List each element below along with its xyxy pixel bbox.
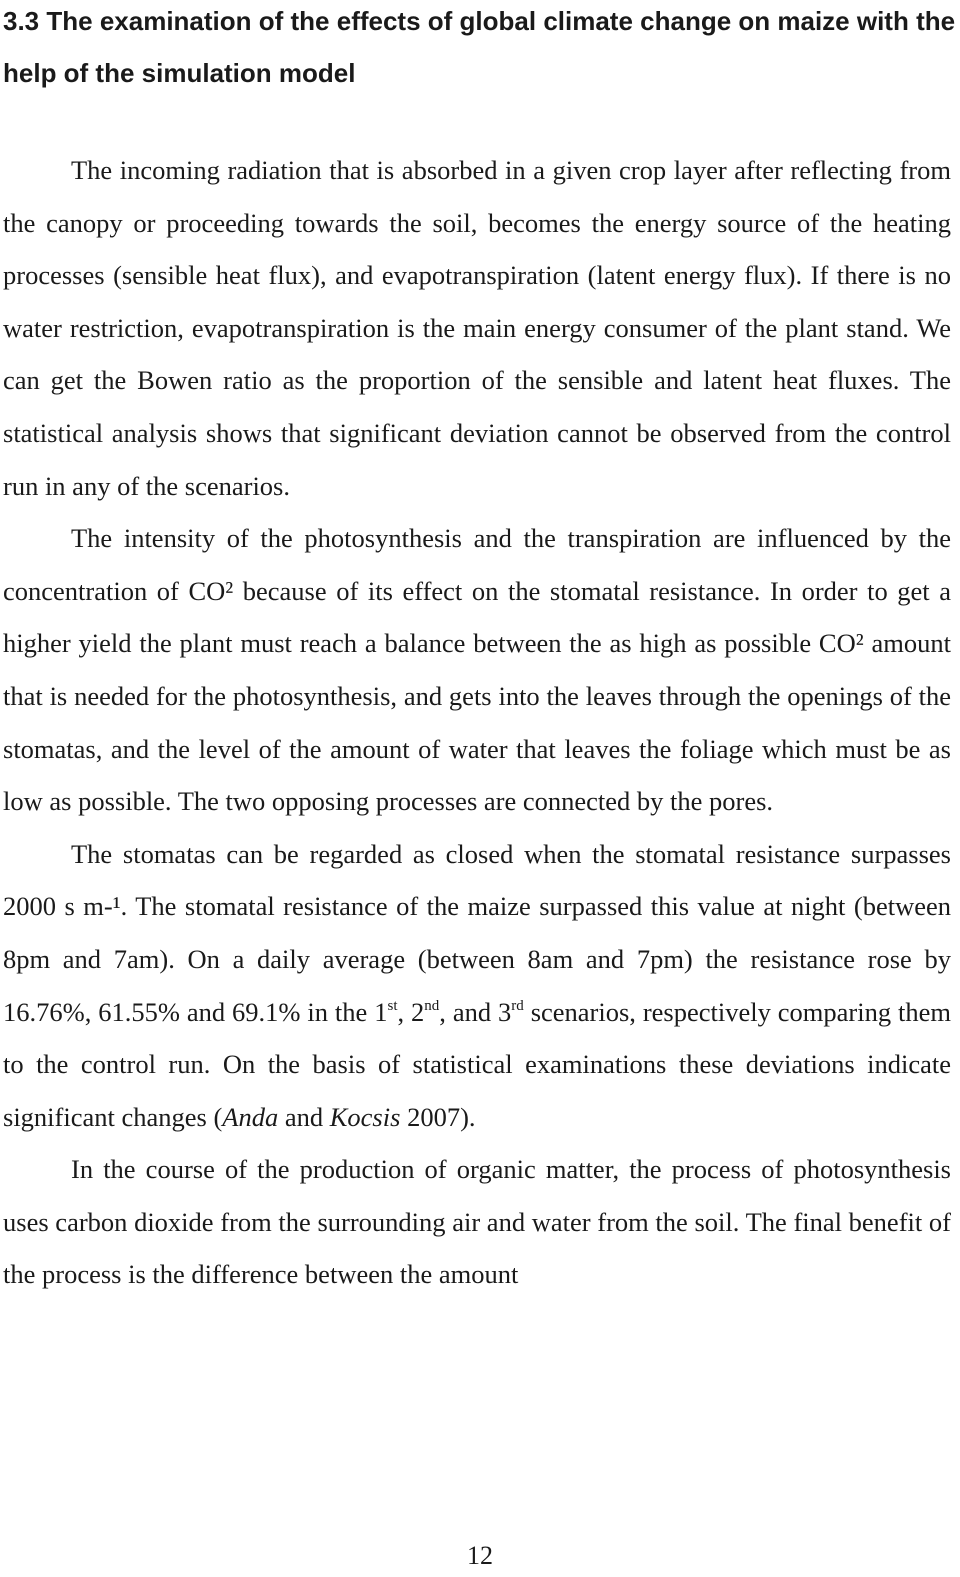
paragraph: The incoming radiation that is absorbed in a given crop layer after reflecting from the canopy or proceeding towards the soil, becomes the energy source of the heating processes (sensible heat flux), and evapotranspiration (latent energy flux). If there is no water restriction, evapotranspiration is the main energy consumer of the plant stand. We can get the Bowen ratio as the proportion of the sensible and latent heat fluxes. The statistical analysis shows that significant deviation cannot be observed from the control run in any of the scenarios. [3, 155, 951, 501]
text-run: and [278, 1101, 330, 1132]
citation-author: Anda [222, 1101, 279, 1132]
citation-author: Kocsis [329, 1101, 401, 1132]
body-text [3, 144, 951, 1301]
text-run: The stomatas can be regarded as closed when the stomatal resistance surpasses 2000 s m-¹. The stomatal resistance of the maize surpassed this value at night (between 8pm and 7am). On a daily average (between 8am and 7pm) the resistance rose by 16.76%, 61.55% and 69.1% in the 1 [3, 838, 951, 1027]
section-heading: 3.3 The examination of the effects of global climate change on maize with the help of the simulation model [3, 6, 956, 88]
ordinal-suffix: st [387, 997, 398, 1014]
text-run: 2007). [400, 1101, 476, 1132]
ordinal-suffix: nd [424, 997, 440, 1014]
paragraph [3, 828, 951, 1144]
ordinal-suffix: rd [511, 997, 524, 1014]
page-number: 12 [467, 1541, 493, 1570]
text-run: , and 3 [439, 996, 512, 1027]
paragraph: In the course of the production of organic matter, the process of photosynthesis uses carbon dioxide from the surrounding air and water from the soil. The final benefit of the process is the difference between the amount [3, 1154, 951, 1290]
text-run: , 2 [397, 996, 425, 1027]
paragraph: The intensity of the photosynthesis and the transpiration are influenced by the concentration of CO² because of its effect on the stomatal resistance. In order to get a higher yield the plant must reach a balance between the as high as possible CO² amount that is needed for the photosynthesis, and gets into the leaves through the openings of the stomatas, and the level of the amount of water that leaves the foliage which must be as low as possible. The two opposing processes are connected by the pores. [3, 523, 951, 817]
text-run: scenarios, respectively comparing them to the control run. On the basis of statistical examinations these deviations indicate significant changes ( [3, 996, 952, 1132]
